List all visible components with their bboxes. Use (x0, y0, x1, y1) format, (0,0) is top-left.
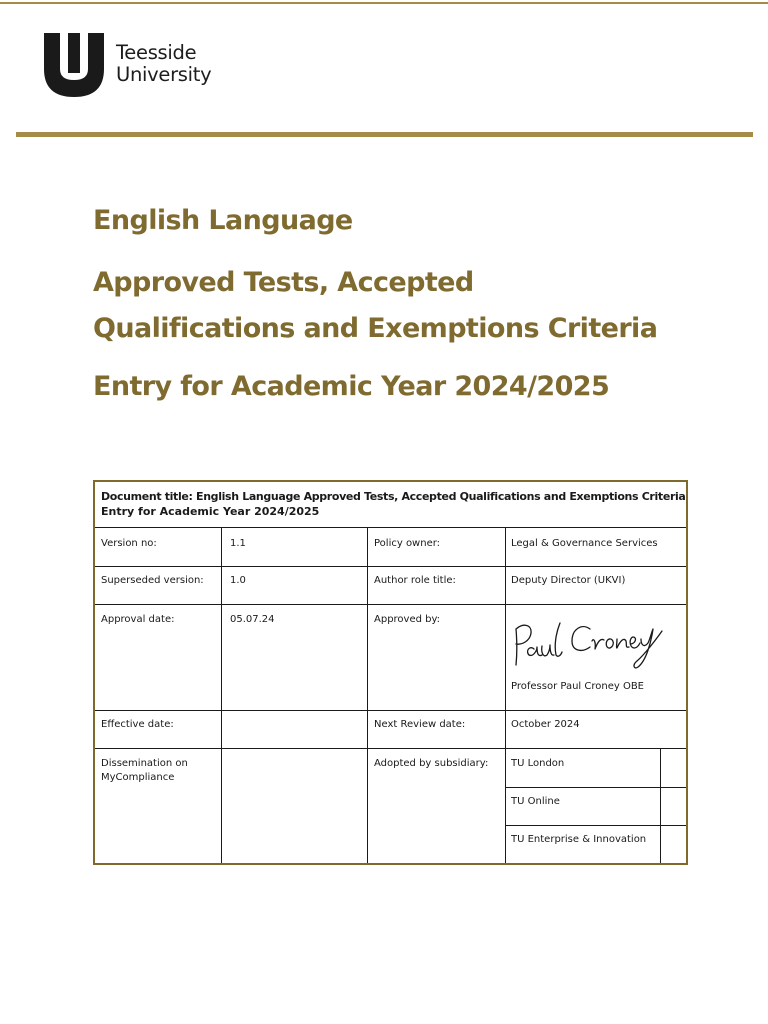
table-divider (95, 527, 686, 528)
approval-date-value: 05.07.24 (230, 614, 275, 625)
approval-date-label: Approval date: (101, 614, 175, 625)
table-divider (660, 748, 661, 863)
superseded-label: Superseded version: (101, 575, 204, 586)
version-label: Version no: (101, 538, 157, 549)
policy-owner-label: Policy owner: (374, 538, 441, 549)
author-label: Author role title: (374, 575, 456, 586)
logo-line-1: Teesside (116, 41, 197, 64)
table-title (101, 489, 686, 519)
table-title-line-2: Entry for Academic Year 2024/2025 (101, 505, 320, 518)
approved-by-value: Professor Paul Croney OBE (511, 681, 644, 692)
signature-image (510, 615, 668, 673)
table-divider (95, 710, 686, 711)
table-divider (505, 825, 686, 826)
university-logo-mark (44, 33, 104, 97)
title-line-3: Qualifications and Exemptions Criteria (93, 313, 658, 344)
table-divider (505, 527, 506, 863)
table-divider (95, 566, 686, 567)
top-rule (0, 2, 768, 4)
title-line-4: Entry for Academic Year 2024/2025 (93, 371, 610, 402)
table-divider (505, 787, 686, 788)
next-review-label: Next Review date: (374, 719, 466, 730)
policy-owner-value: Legal & Governance Services (511, 538, 658, 549)
table-title-line-1: Document title: English Language Approved Tests, Accepted Qualifications and Exemptions Criteria (101, 490, 686, 503)
subsidiary-item: TU Enterprise & Innovation (511, 834, 647, 845)
title-line-1: English Language (93, 205, 353, 236)
university-logo-text (116, 42, 211, 86)
author-value: Deputy Director (UKVI) (511, 575, 626, 586)
superseded-value: 1.0 (230, 575, 246, 586)
version-value: 1.1 (230, 538, 246, 549)
subsidiary-item: TU Online (511, 796, 560, 807)
effective-date-label: Effective date: (101, 719, 174, 730)
table-divider (95, 748, 686, 749)
table-divider (367, 527, 368, 863)
next-review-value: October 2024 (511, 719, 580, 730)
dissemination-label (101, 757, 188, 785)
title-line-2: Approved Tests, Accepted (93, 267, 474, 298)
dissemination-label-line-1: Dissemination on (101, 758, 188, 769)
adopted-label: Adopted by subsidiary: (374, 758, 489, 769)
approved-by-label: Approved by: (374, 614, 441, 625)
table-divider (221, 527, 222, 863)
dissemination-label-line-2: MyCompliance (101, 772, 175, 783)
subsidiary-item: TU London (511, 758, 565, 769)
header-rule (16, 132, 753, 137)
university-logo (44, 33, 234, 99)
table-divider (95, 604, 686, 605)
logo-line-2: University (116, 63, 212, 86)
